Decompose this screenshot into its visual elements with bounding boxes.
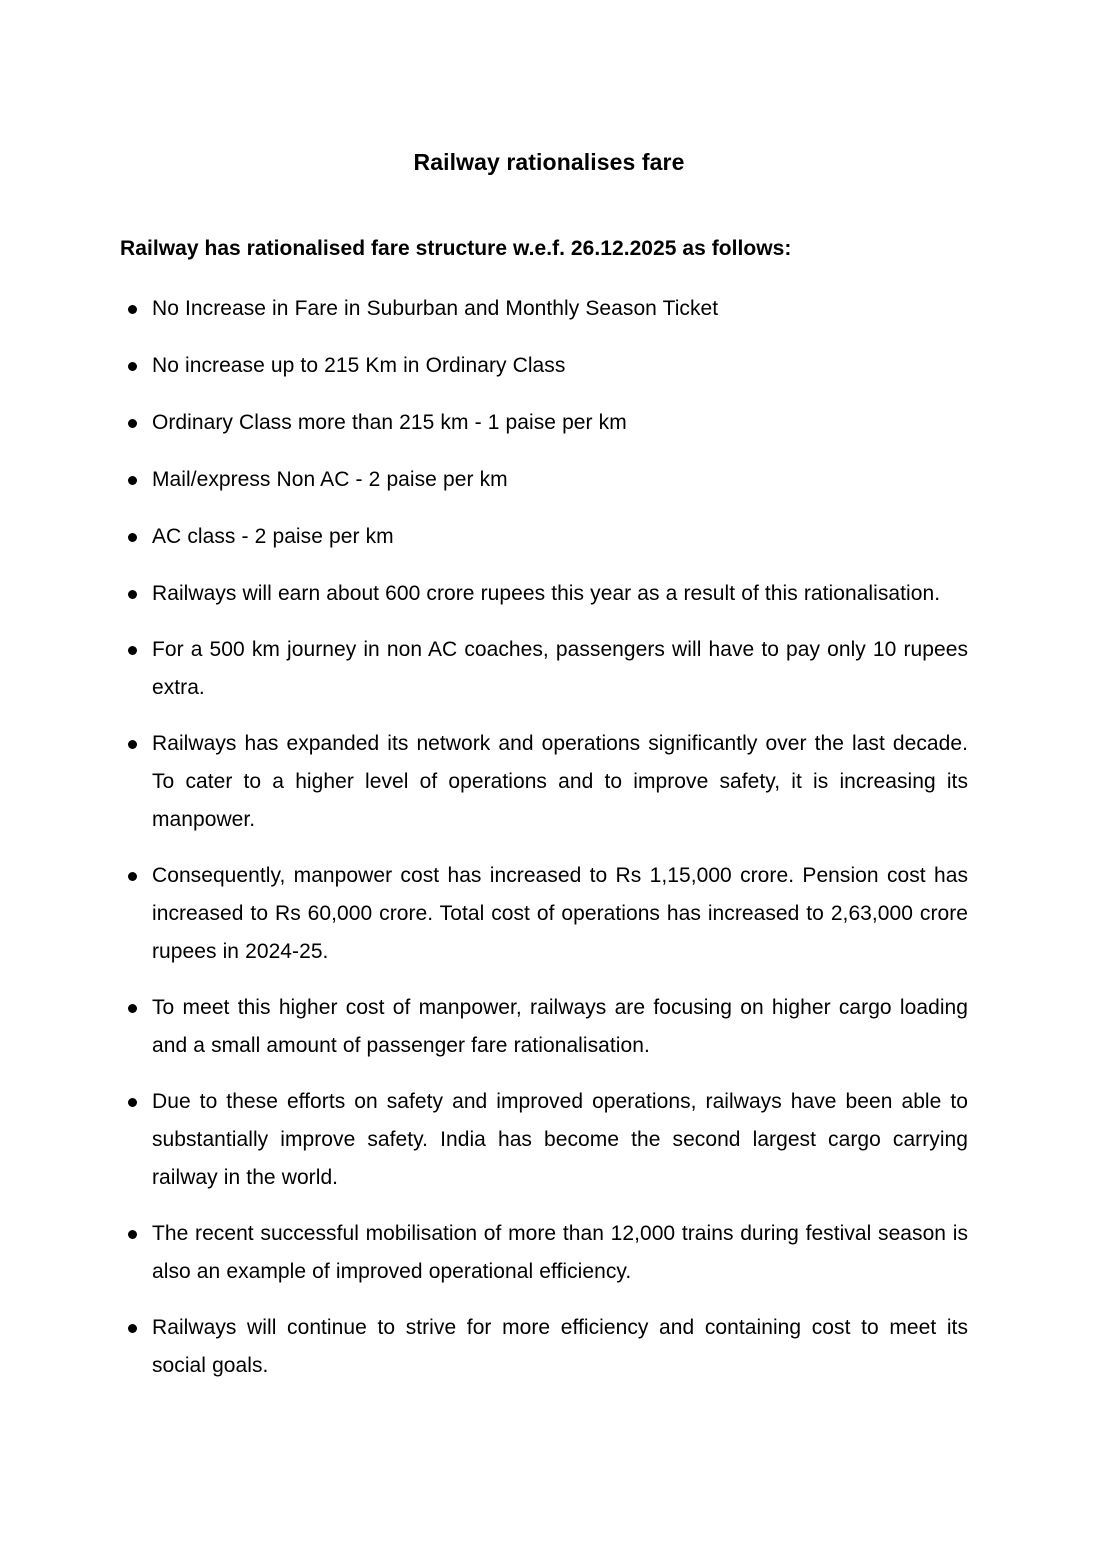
list-item [120, 631, 968, 707]
list-item [120, 857, 968, 971]
list-item [120, 1309, 968, 1385]
list-item-text: AC class - 2 paise per km [152, 525, 394, 548]
list-item-text: Railways will earn about 600 crore rupees this year as a result of this rationalisation. [152, 582, 941, 605]
list-item-text: Railways has expanded its network and operations significantly over the last decade. To cater to a higher level of operations and to improve safety, it is increasing its manpower. [152, 732, 968, 831]
fare-rationalisation-bullet-list [120, 290, 968, 1385]
lead-paragraph: Railway has rationalised fare structure w.e.f. 26.12.2025 as follows: [120, 237, 792, 260]
list-item [120, 1083, 968, 1197]
document-body [120, 234, 968, 1385]
list-item [120, 461, 968, 499]
list-item-text: Mail/express Non AC - 2 paise per km [152, 468, 508, 491]
list-item-text: No Increase in Fare in Suburban and Monthly Season Ticket [152, 297, 719, 320]
list-item [120, 404, 968, 442]
list-item [120, 989, 968, 1065]
list-item-text: Ordinary Class more than 215 km - 1 paise per km [152, 411, 627, 434]
list-item-text: Due to these efforts on safety and improved operations, railways have been able to substantially improve safety. India has become the second largest cargo carrying railway in the world. [152, 1090, 968, 1189]
list-item-text: To meet this higher cost of manpower, railways are focusing on higher cargo loading and a small amount of passenger fare rationalisation. [152, 996, 968, 1057]
list-item-text: For a 500 km journey in non AC coaches, passengers will have to pay only 10 rupees extra. [152, 638, 968, 699]
list-item [120, 347, 968, 385]
list-item-text: No increase up to 215 Km in Ordinary Class [152, 354, 566, 377]
list-item [120, 1215, 968, 1291]
list-item [120, 518, 968, 556]
list-item-text: Consequently, manpower cost has increased to Rs 1,15,000 crore. Pension cost has increased to Rs 60,000 crore. Total cost of operations has increased to 2,63,000 crore rupees in 2024-25. [152, 864, 968, 963]
page-title: Railway rationalises fare [413, 149, 685, 176]
list-item [120, 575, 968, 613]
list-item [120, 290, 968, 328]
list-item-text: Railways will continue to strive for more efficiency and containing cost to meet its social goals. [152, 1316, 968, 1377]
list-item-text: The recent successful mobilisation of more than 12,000 trains during festival season is also an example of improved operational efficiency. [152, 1222, 968, 1283]
list-item [120, 725, 968, 839]
